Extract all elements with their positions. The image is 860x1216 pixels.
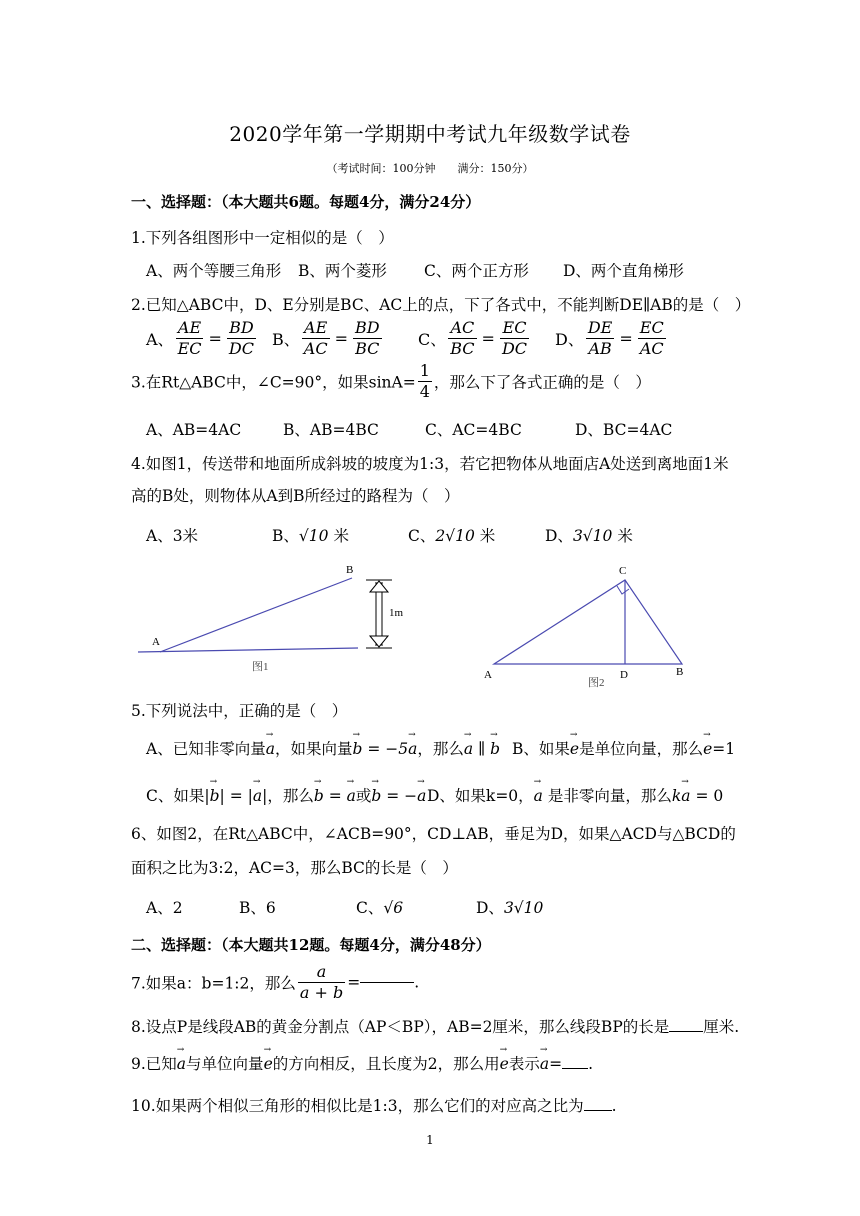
q4-b-value: √10 [298,527,329,545]
q4-b-unit: 米 [333,527,349,545]
q1-option-d: D、两个直角梯形 [563,262,684,280]
q6-option-a: A、2 [146,899,183,917]
fraction [418,361,432,402]
q5-c-text-3: 或 [355,787,372,805]
numerator: 1 [419,361,430,380]
q1-option-b: B、两个菱形 [298,262,387,280]
denominator: AC [303,339,328,358]
q6-c-label: C、 [356,899,384,917]
answer-blank[interactable] [584,1110,612,1111]
q2-b-label: B、 [272,330,300,349]
q7-stem [131,962,419,1003]
q5-b-text-1: B、如果 [512,740,570,758]
figure-2-right-triangle [480,560,700,690]
q6-d-label: D、 [476,899,504,917]
q3-stem [131,361,651,402]
q4-line-2: 高的B处，则物体从A到B所经过的路程为（ ） [131,487,460,505]
right-angle-mark-icon [617,586,629,594]
answer-blank[interactable] [562,1068,588,1069]
q2-option-b: B、 $\frac{AE}{AC}$ = $\frac{BD}{BC}$ [272,318,380,358]
triangle-abc [494,580,682,664]
fig2-label-d: D [620,669,628,681]
q4-b-label: B、 [272,527,299,545]
q4-option-d [545,524,633,546]
q10-end: . [611,1097,617,1115]
q5-option-b: B、如果→ e是单位向量，那么→ e=1 [512,737,735,759]
page-number: 1 [426,1133,434,1147]
q6-c-value: √6 [383,899,404,917]
fig2-label-c: C [619,565,627,577]
q1-stem: 1.下列各组图形中一定相似的是（ ） [131,229,394,247]
fig2-caption: 图2 [588,677,605,689]
q6-option-c [356,896,403,918]
q2-option-a: A、 $\frac{AE}{EC}$ = $\frac{BD}{DC}$ [146,318,254,358]
section-1-heading: 一、选择题：（本大题共6题。每题4分，满分24分） [131,193,481,211]
q9-end: . [588,1055,594,1073]
q5-c-text-2: ，那么 [267,787,314,805]
q5-a-text-3: ，那么 [417,740,464,758]
q4-d-value: 3√10 [572,527,613,545]
q3-option-a: A、AB=4AC [146,421,242,439]
fraction [586,318,615,359]
q2-option-d: D、 $\frac{DE}{AB}$ = $\frac{EC}{AC}$ [555,318,664,358]
numerator: DE [587,318,613,337]
exam-title: 2020学年第一学期期中考试九年级数学试卷 [229,122,631,146]
q3-option-b: B、AB=4BC [283,421,379,439]
arrow-up-icon [370,581,388,592]
vector-a: → a [266,740,275,758]
denominator: 4 [419,382,430,401]
q5-a-text-2: ，如果向量 [274,740,353,758]
numerator: EC [639,318,664,337]
numerator: BD [354,318,380,337]
q4-c-unit: 米 [479,527,496,545]
numerator: a [298,962,345,983]
q1-option-a: A、两个等腰三角形 [146,262,282,280]
q9-stem: 9.已知→ a与单位向量→ e的方向相反，且长度为2，那么用→ e表示→ a= . [131,1052,593,1074]
q10-stem-text: 10.如果两个相似三角形的相似比是1:3，那么它们的对应高之比为 [131,1097,584,1115]
q4-c-value: 2√10 [435,527,475,545]
q7-stem-b: = [347,973,361,992]
q5-a-text-1: A、已知非零向量 [146,740,266,758]
fraction [448,318,476,359]
q2-d-label: D、 [555,330,584,349]
q3-stem-b: ，那么下了各式正确的是（ ） [433,373,651,392]
q6-option-b: B、6 [239,899,276,917]
q10-stem [131,1094,617,1116]
q8-stem-text: 8.设点P是线段AB的黄金分割点（AP＜BP），AB=2厘米，那么线段BP的长是 [131,1018,670,1036]
q6-option-d [476,896,543,918]
q7-stem-a: 7.如果a：b=1:2，那么 [131,974,296,993]
q2-a-label: A、 [146,330,174,349]
numerator: AE [302,318,330,339]
denominator: BC [355,339,380,358]
q5-b-text-3: =1 [712,740,736,758]
q5-b-text-2: 是单位向量，那么 [579,740,704,758]
q6-line-1: 6、如图2，在Rt△ABC中，∠ACB=90°，CD⊥AB，垂足为D，如果△ACD与△BCD的 [131,825,736,843]
q4-option-a: A、3米 [146,527,199,545]
fraction [500,318,529,359]
denominator: AC [639,339,664,358]
arrow-down-icon [370,636,388,647]
q2-option-c: C、 $\frac{AC}{BC}$ = $\frac{EC}{DC}$ [418,318,528,358]
fraction [298,962,345,1003]
q3-stem-a: 3.在Rt△ABC中，∠C=90°，如果sinA= [131,373,416,392]
q5-option-a: A、已知非零向量→ a，如果向量→ b = −5→ a，那么→ a ∥ → b [146,737,500,759]
q9-text-1: 9.已知 [131,1055,177,1073]
q4-d-unit: 米 [617,527,633,545]
denominator: DC [501,339,528,358]
q7-end: . [414,973,420,992]
fraction [176,318,204,359]
q4-c-label: C、 [408,527,436,545]
q9-text-2: 与单位向量 [186,1055,264,1073]
numerator: AE [176,318,204,339]
answer-blank[interactable] [360,982,414,983]
q9-text-5: = [549,1055,563,1073]
fig2-label-b: B [676,666,684,678]
q9-text-3: 的方向相反，且长度为2，那么用 [272,1055,500,1073]
fig1-label-height: 1m [389,607,404,619]
denominator: BC [450,339,475,358]
q3-option-d: D、BC=4AC [575,421,673,439]
answer-blank[interactable] [669,1031,703,1032]
fraction [227,318,256,359]
figure-1-slope-diagram [130,558,420,678]
fig1-caption: 图1 [252,661,269,673]
fig1-label-a: A [152,636,160,648]
q5-c-text-1: C、如果 [146,787,205,805]
exam-subtitle: （考试时间：100分钟 满分：150分） [326,162,534,175]
section-2-heading: 二、选择题：（本大题共12题。每题4分，满分48分） [131,936,491,954]
q2-stem: 2.已知△ABC中，D、E分别是BC、AC上的点，下了各式中，不能判断DE∥AB的是（ ） [131,296,751,314]
q4-option-b [272,524,349,546]
q5-option-c: C、如果|→ b| = |→ a|，那么→ b = → a或→ b = −→ a [146,784,426,806]
q5-option-d: D、如果k=0，→ a 是非零向量，那么k→ a = 0 [427,784,723,806]
fig2-label-a: A [484,669,492,681]
vector-e: → e [570,740,579,758]
numerator: AC [448,318,476,339]
denominator: EC [177,339,202,358]
denominator: AB [588,339,612,358]
q4-line-1: 4.如图1，传送带和地面所成斜坡的坡度为1:3，若它把物体从地面店A处送到离地面1米 [131,455,729,473]
numerator: BD [227,318,256,339]
denominator: a + b [299,983,344,1002]
fraction [302,318,330,359]
q5-d-text-1: D、如果k=0， [427,787,534,805]
fig1-label-b: B [346,564,354,576]
fraction [353,318,382,359]
q6-line-2: 面积之比为3:2，AC=3，那么BC的长是（ ） [131,859,458,877]
slope-line [160,578,352,652]
q9-text-4: 表示 [508,1055,540,1073]
q6-d-value: 3√10 [503,899,544,917]
q4-option-c [408,524,495,546]
denominator: DC [228,339,254,358]
q8-stem [131,1015,739,1037]
q4-d-label: D、 [545,527,573,545]
q2-c-label: C、 [418,330,447,349]
q1-option-c: C、两个正方形 [424,262,529,280]
ground-line [138,648,358,652]
q5-stem: 5.下列说法中，正确的是（ ） [131,702,348,720]
q5-d-text-2: 是非零向量，那么 [547,787,672,805]
q8-end: 厘米. [703,1018,740,1036]
fraction [638,318,666,359]
q3-option-c: C、AC=4BC [425,421,522,439]
numerator: EC [500,318,529,339]
